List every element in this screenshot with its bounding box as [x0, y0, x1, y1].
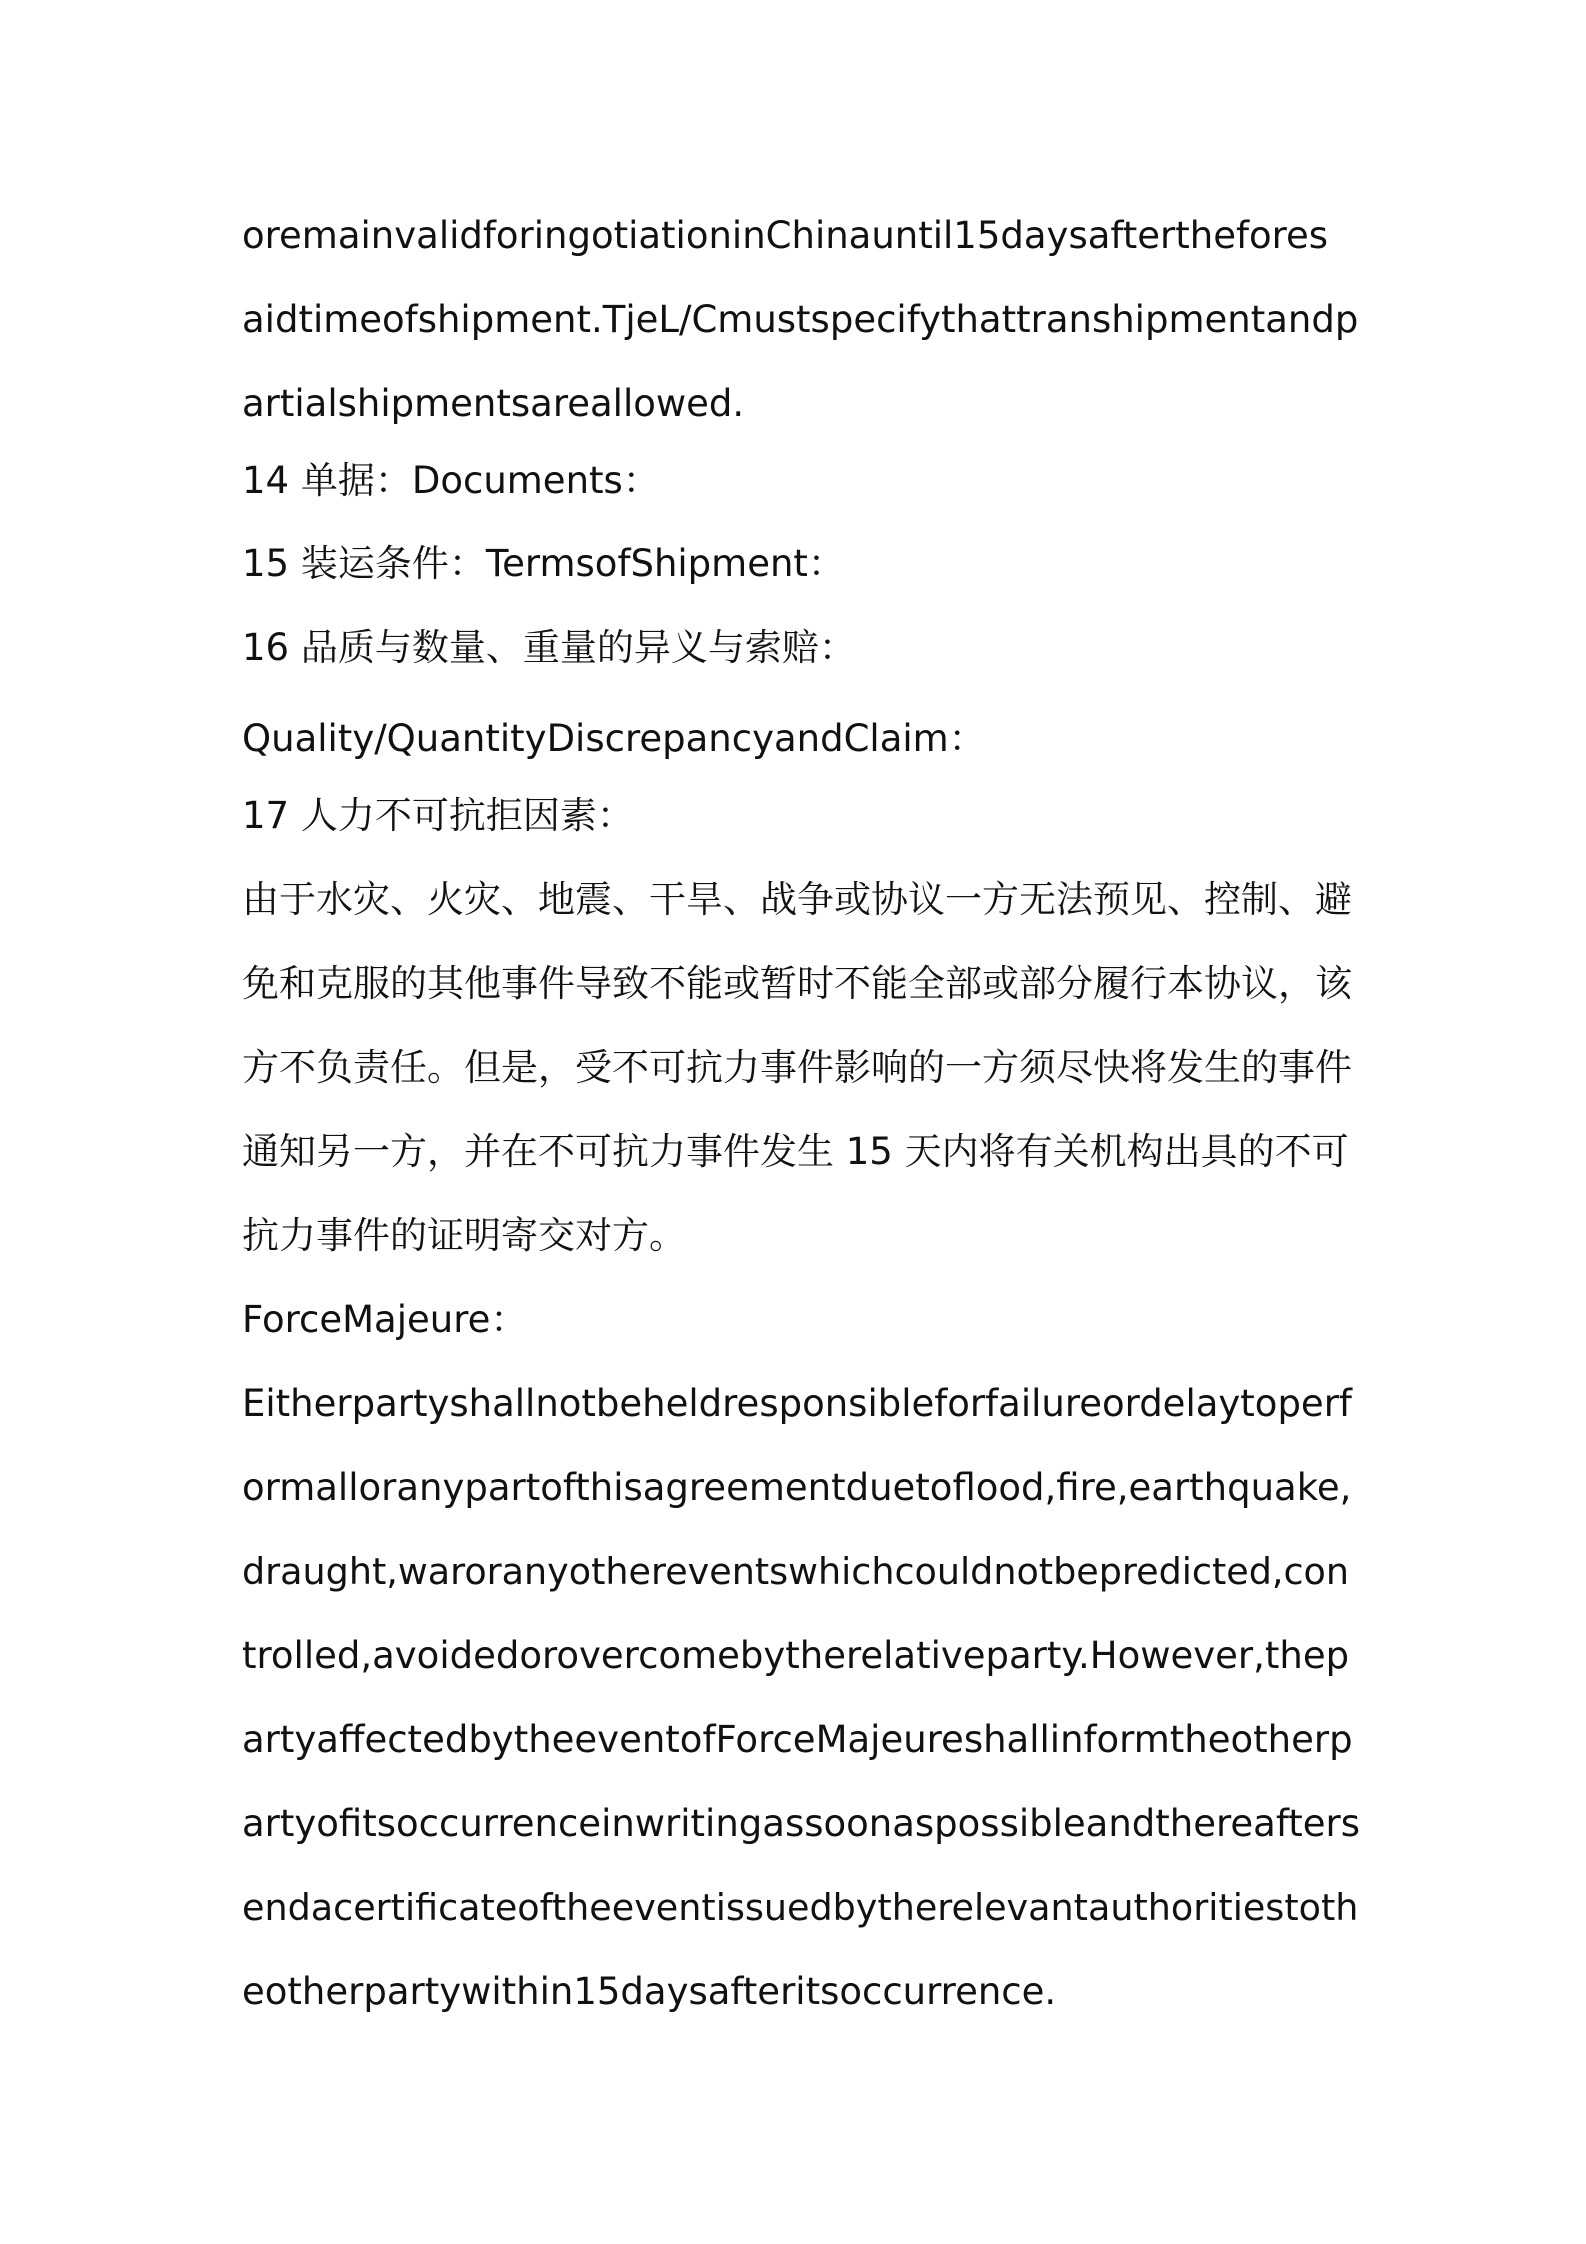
text-line: 免和克服的其他事件导致不能或暂时不能全部或部分履行本协议，该	[242, 962, 1352, 1005]
section-heading-documents: 14 单据：Documents：	[242, 459, 660, 502]
text-line: artyofitsoccurrenceinwritingassoonaspossibleandthereafters	[242, 1802, 1360, 1845]
text-line: eotherpartywithin15daysafteritsoccurrence.	[242, 1970, 1057, 2013]
section-heading-discrepancy-claim: 16 品质与数量、重量的异义与索赔：	[242, 626, 856, 669]
section-heading-terms-of-shipment: 15 装运条件：TermsofShipment：	[242, 542, 845, 585]
section-heading-force-majeure-en: ForceMajeure：	[242, 1298, 528, 1341]
text-line: aidtimeofshipment.TjeL/Cmustspecifythattranshipmentandp	[242, 298, 1359, 341]
text-line: 通知另一方，并在不可抗力事件发生 15 天内将有关机构出具的不可	[242, 1130, 1349, 1173]
text-line: trolled,avoidedorovercomebytherelativeparty.However,thep	[242, 1634, 1350, 1677]
text-line: draught,waroranyothereventswhichcouldnotbepredicted,con	[242, 1550, 1350, 1593]
text-line: oremainvalidforingotiationinChinauntil15daysafterthefores	[242, 214, 1329, 257]
text-line: artialshipmentsareallowed.	[242, 382, 745, 425]
section-heading-discrepancy-claim-en: Quality/QuantityDiscrepancyandClaim：	[242, 717, 986, 760]
text-line: endacertificateoftheeventissuedbytherelevantauthoritiestoth	[242, 1886, 1359, 1929]
text-line: 抗力事件的证明寄交对方。	[242, 1214, 686, 1257]
section-heading-force-majeure: 17 人力不可抗拒因素：	[242, 794, 634, 837]
text-line: Eitherpartyshallnotbeheldresponsibleforfailureordelaytoperf	[242, 1382, 1352, 1425]
text-line: ormalloranypartofthisagreementduetoflood,fire,earthquake,	[242, 1466, 1352, 1509]
text-line: 方不负责任。但是，受不可抗力事件影响的一方须尽快将发生的事件	[242, 1046, 1352, 1089]
text-line: artyaffectedbytheeventofForceMajeureshallinformtheotherp	[242, 1718, 1353, 1761]
text-line: 由于水灾、火灾、地震、干旱、战争或协议一方无法预见、控制、避	[242, 878, 1352, 921]
